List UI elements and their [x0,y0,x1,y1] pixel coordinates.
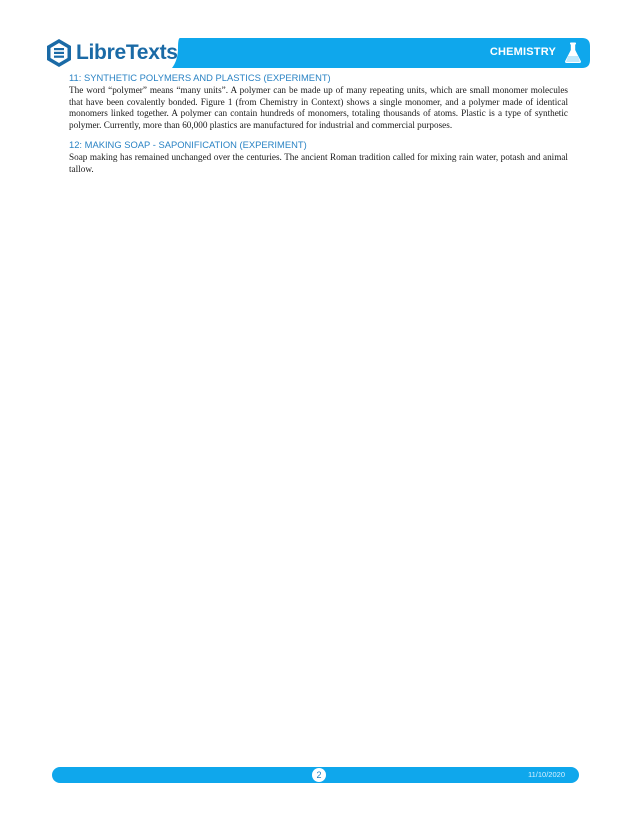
section-soap [69,139,568,175]
logo-text: LibreTexts [76,41,178,64]
libretexts-logo-icon [46,38,72,68]
page-content [69,72,568,184]
subject-label: CHEMISTRY [489,46,556,58]
section-body: Soap making has remained unchanged over the centuries. The ancient Roman tradition called for mixing rain water, potash and animal tallow. [69,152,568,174]
section-polymers [69,72,568,131]
page-footer [52,767,579,783]
subject-banner [172,38,590,68]
flask-icon [564,42,582,64]
page-header [44,34,590,72]
section-title-link[interactable]: 12: MAKING SOAP - SAPONIFICATION (EXPERIMENT) [69,139,307,151]
page-number: 2 [312,768,326,782]
section-body: The word “polymer” means “many units”. A polymer can be made up of many repeating units, which are small monomer molecules that have been covalently bonded. Figure 1 (from Chemistry in Context) shows a single monomer, and a polymer made of identical monomers linked together. A polymer can contain hundreds of monomers, totaling thousands of atoms. Plastic is a type of synthetic polymer. Currently, more than 60,000 plastics are manufactured for industrial and commercial purposes. [69,85,568,130]
section-title-link[interactable]: 11: SYNTHETIC POLYMERS AND PLASTICS (EXPERIMENT) [69,72,331,83]
libretexts-logo[interactable] [46,37,184,69]
footer-date: 11/10/2020 [528,770,565,779]
